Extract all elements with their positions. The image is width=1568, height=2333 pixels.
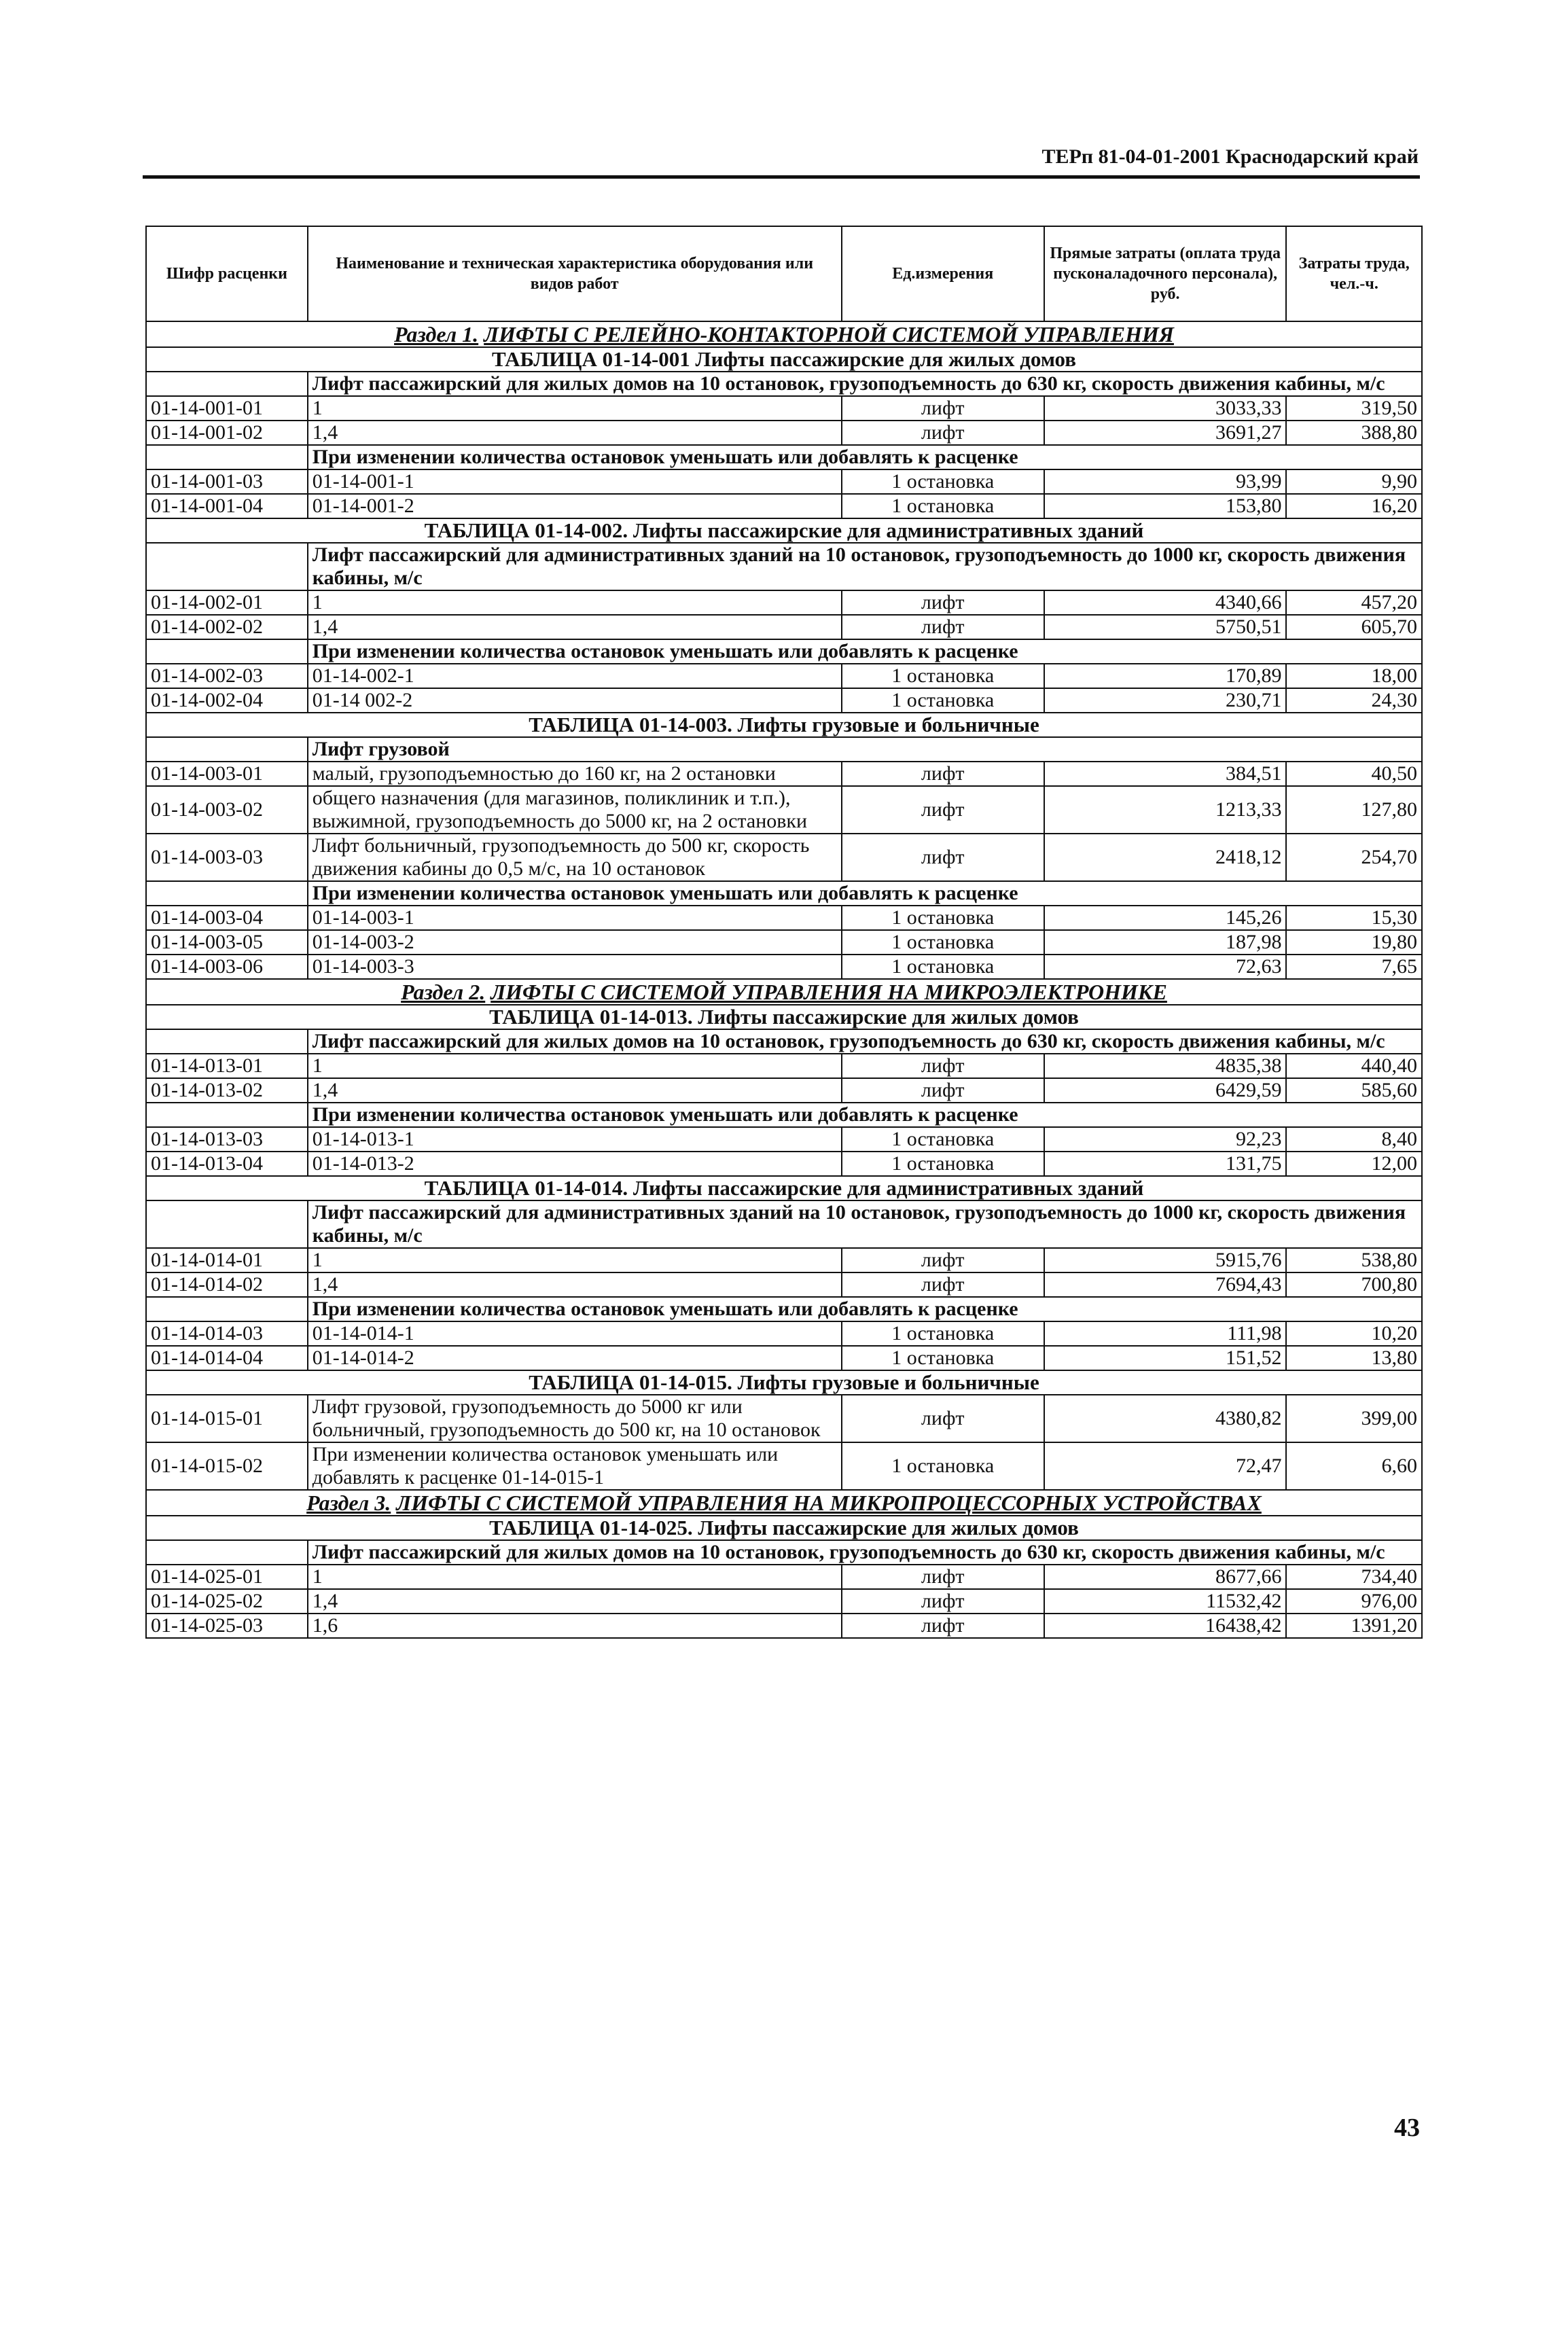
table-row <box>146 494 1422 518</box>
running-title: ТЕРп 81-04-01-2001 Краснодарский край <box>1041 145 1419 168</box>
rate-labor: 24,30 <box>1286 688 1422 713</box>
rate-name: 1 <box>308 396 842 421</box>
rate-labor: 13,80 <box>1286 1346 1422 1370</box>
table-title-row <box>146 713 1422 737</box>
rate-labor: 254,70 <box>1286 834 1422 881</box>
rate-labor: 457,20 <box>1286 590 1422 615</box>
rate-direct-cost: 145,26 <box>1044 906 1287 930</box>
group-heading: При изменении количества остановок уменьшать или добавлять к расценке <box>308 1103 1422 1127</box>
table-row <box>146 1272 1422 1297</box>
rate-unit: 1 остановка <box>842 1127 1044 1152</box>
group-heading-row <box>146 1540 1422 1565</box>
group-heading-row <box>146 372 1422 396</box>
table-row <box>146 396 1422 421</box>
rate-labor: 12,00 <box>1286 1152 1422 1176</box>
group-heading: При изменении количества остановок уменьшать или добавлять к расценке <box>308 1297 1422 1321</box>
section-label: Раздел 2. <box>401 980 486 1004</box>
table-title-row <box>146 1516 1422 1540</box>
rate-labor: 8,40 <box>1286 1127 1422 1152</box>
rate-name: 01-14 002-2 <box>308 688 842 713</box>
group-heading: Лифт пассажирский для административных зданий на 10 остановок, грузоподъемность до 1000 кг, скорость движения кабины, м/с <box>308 543 1422 590</box>
table-title-row <box>146 1005 1422 1029</box>
rate-labor: 7,65 <box>1286 955 1422 979</box>
group-heading: Лифт пассажирский для жилых домов на 10 остановок, грузоподъемность до 630 кг, скорость движения кабины, м/с <box>308 1540 1422 1565</box>
rate-labor: 399,00 <box>1286 1395 1422 1442</box>
table-row <box>146 469 1422 494</box>
section-heading <box>146 1490 1422 1516</box>
table-row <box>146 590 1422 615</box>
table-title: ТАБЛИЦА 01-14-003. Лифты грузовые и больничные <box>146 713 1422 737</box>
section-label: Раздел 3. <box>306 1491 391 1515</box>
rate-direct-cost: 4340,66 <box>1044 590 1287 615</box>
group-heading-row <box>146 543 1422 590</box>
group-heading: Лифт пассажирский для жилых домов на 10 остановок, грузоподъемность до 630 кг, скорость движения кабины, м/с <box>308 1029 1422 1054</box>
table-title: ТАБЛИЦА 01-14-015. Лифты грузовые и больничные <box>146 1370 1422 1395</box>
group-heading-row <box>146 1200 1422 1248</box>
rate-code: 01-14-003-01 <box>146 762 308 786</box>
table-row <box>146 1321 1422 1346</box>
rate-unit: лифт <box>842 1248 1044 1272</box>
table-row <box>146 664 1422 688</box>
rate-direct-cost: 5750,51 <box>1044 615 1287 639</box>
group-heading-row <box>146 639 1422 664</box>
rate-direct-cost: 3691,27 <box>1044 421 1287 445</box>
rate-direct-cost: 4835,38 <box>1044 1054 1287 1078</box>
rate-code: 01-14-013-01 <box>146 1054 308 1078</box>
col-unit-header: Ед.измерения <box>842 226 1044 321</box>
rate-direct-cost: 11532,42 <box>1044 1589 1287 1614</box>
rate-code: 01-14-002-04 <box>146 688 308 713</box>
rate-unit: 1 остановка <box>842 664 1044 688</box>
rate-unit: 1 остановка <box>842 930 1044 955</box>
table-row <box>146 906 1422 930</box>
rate-labor: 9,90 <box>1286 469 1422 494</box>
rate-code: 01-14-003-06 <box>146 955 308 979</box>
rate-direct-cost: 7694,43 <box>1044 1272 1287 1297</box>
rate-unit: 1 остановка <box>842 906 1044 930</box>
rate-labor: 10,20 <box>1286 1321 1422 1346</box>
col-cost-header: Прямые затраты (оплата труда пусконаладочного персонала), руб. <box>1044 226 1287 321</box>
rate-code: 01-14-025-01 <box>146 1565 308 1589</box>
rate-code: 01-14-002-03 <box>146 664 308 688</box>
table-title: ТАБЛИЦА 01-14-025. Лифты пассажирские для жилых домов <box>146 1516 1422 1540</box>
rate-name: 01-14-003-2 <box>308 930 842 955</box>
table-row <box>146 1565 1422 1589</box>
rate-labor: 538,80 <box>1286 1248 1422 1272</box>
table-title: ТАБЛИЦА 01-14-013. Лифты пассажирские для жилых домов <box>146 1005 1422 1029</box>
rate-code: 01-14-002-02 <box>146 615 308 639</box>
rate-unit: 1 остановка <box>842 955 1044 979</box>
group-code-empty <box>146 372 308 396</box>
rate-unit: лифт <box>842 1078 1044 1103</box>
rate-name: 1 <box>308 1248 842 1272</box>
rate-name: 1 <box>308 1565 842 1589</box>
rate-code: 01-14-001-01 <box>146 396 308 421</box>
table-row <box>146 1078 1422 1103</box>
rate-unit: 1 остановка <box>842 1152 1044 1176</box>
page-number: 43 <box>1394 2114 1420 2142</box>
rate-name: 01-14-014-1 <box>308 1321 842 1346</box>
rate-unit: лифт <box>842 1395 1044 1442</box>
rate-labor: 1391,20 <box>1286 1614 1422 1638</box>
table-row <box>146 688 1422 713</box>
rate-direct-cost: 93,99 <box>1044 469 1287 494</box>
table-row <box>146 955 1422 979</box>
col-code-header: Шифр расценки <box>146 226 308 321</box>
rate-direct-cost: 384,51 <box>1044 762 1287 786</box>
table-title-row <box>146 1176 1422 1200</box>
group-heading-row <box>146 1029 1422 1054</box>
rate-name: Лифт грузовой, грузоподъемность до 5000 кг или больничный, грузоподъемность до 500 кг, на 10 остановок <box>308 1395 842 1442</box>
section-label: Раздел 1. <box>394 322 479 346</box>
column-header-row <box>146 226 1422 321</box>
rate-direct-cost: 151,52 <box>1044 1346 1287 1370</box>
rate-name: 1 <box>308 590 842 615</box>
rate-unit: лифт <box>842 762 1044 786</box>
rate-unit: лифт <box>842 1272 1044 1297</box>
section-title: ЛИФТЫ С РЕЛЕЙНО-КОНТАКТОРНОЙ СИСТЕМОЙ УПРАВЛЕНИЯ <box>484 322 1174 346</box>
table-row <box>146 421 1422 445</box>
group-code-empty <box>146 543 308 590</box>
section-heading-row <box>146 1490 1422 1516</box>
table-title-row <box>146 1370 1422 1395</box>
table-row <box>146 615 1422 639</box>
rate-unit: лифт <box>842 1054 1044 1078</box>
col-name-header: Наименование и техническая характеристика оборудования или видов работ <box>308 226 842 321</box>
rate-unit: 1 остановка <box>842 494 1044 518</box>
rate-unit: 1 остановка <box>842 1321 1044 1346</box>
table-row <box>146 1054 1422 1078</box>
section-title: ЛИФТЫ С СИСТЕМОЙ УПРАВЛЕНИЯ НА МИКРОПРОЦЕССОРНЫХ УСТРОЙСТВАХ <box>396 1491 1262 1515</box>
rate-direct-cost: 111,98 <box>1044 1321 1287 1346</box>
rate-direct-cost: 6429,59 <box>1044 1078 1287 1103</box>
rate-name: При изменении количества остановок уменьшать или добавлять к расценке 01-14-015-1 <box>308 1442 842 1490</box>
group-heading-row <box>146 445 1422 469</box>
group-heading-row <box>146 737 1422 762</box>
rate-unit: лифт <box>842 590 1044 615</box>
rate-direct-cost: 5915,76 <box>1044 1248 1287 1272</box>
group-code-empty <box>146 1103 308 1127</box>
section-title: ЛИФТЫ С СИСТЕМОЙ УПРАВЛЕНИЯ НА МИКРОЭЛЕКТРОНИКЕ <box>491 980 1167 1004</box>
rate-unit: 1 остановка <box>842 1346 1044 1370</box>
rate-name: общего назначения (для магазинов, поликлиник и т.п.), выжимной, грузоподъемность до 5000 кг, на 2 остановки <box>308 786 842 834</box>
rate-code: 01-14-002-01 <box>146 590 308 615</box>
rate-unit: лифт <box>842 786 1044 834</box>
rate-labor: 127,80 <box>1286 786 1422 834</box>
rate-name: 01-14-002-1 <box>308 664 842 688</box>
rate-name: 1,4 <box>308 1272 842 1297</box>
table-row <box>146 1614 1422 1638</box>
section-heading <box>146 979 1422 1005</box>
table-row <box>146 1442 1422 1490</box>
rate-direct-cost: 170,89 <box>1044 664 1287 688</box>
rate-code: 01-14-014-01 <box>146 1248 308 1272</box>
rate-name: 1,4 <box>308 1078 842 1103</box>
rate-code: 01-14-015-01 <box>146 1395 308 1442</box>
rate-labor: 15,30 <box>1286 906 1422 930</box>
rate-name: 01-14-003-1 <box>308 906 842 930</box>
rate-unit: 1 остановка <box>842 688 1044 713</box>
group-heading: При изменении количества остановок уменьшать или добавлять к расценке <box>308 445 1422 469</box>
rate-labor: 319,50 <box>1286 396 1422 421</box>
rate-labor: 440,40 <box>1286 1054 1422 1078</box>
group-code-empty <box>146 1200 308 1248</box>
table-row <box>146 1127 1422 1152</box>
rate-direct-cost: 230,71 <box>1044 688 1287 713</box>
rate-labor: 976,00 <box>1286 1589 1422 1614</box>
rate-code: 01-14-001-03 <box>146 469 308 494</box>
rate-direct-cost: 16438,42 <box>1044 1614 1287 1638</box>
rate-code: 01-14-013-03 <box>146 1127 308 1152</box>
rate-direct-cost: 8677,66 <box>1044 1565 1287 1589</box>
rate-code: 01-14-003-03 <box>146 834 308 881</box>
rate-unit: лифт <box>842 615 1044 639</box>
rate-labor: 19,80 <box>1286 930 1422 955</box>
table-title: ТАБЛИЦА 01-14-001 Лифты пассажирские для жилых домов <box>146 347 1422 372</box>
group-heading: При изменении количества остановок уменьшать или добавлять к расценке <box>308 639 1422 664</box>
col-labor-header: Затраты труда, чел.-ч. <box>1286 226 1422 321</box>
rate-code: 01-14-013-02 <box>146 1078 308 1103</box>
rate-labor: 700,80 <box>1286 1272 1422 1297</box>
table-row <box>146 1589 1422 1614</box>
rate-unit: лифт <box>842 396 1044 421</box>
section-heading <box>146 321 1422 347</box>
rate-labor: 18,00 <box>1286 664 1422 688</box>
rate-name: 1 <box>308 1054 842 1078</box>
rate-labor: 16,20 <box>1286 494 1422 518</box>
rate-unit: лифт <box>842 1614 1044 1638</box>
table-row <box>146 834 1422 881</box>
rate-code: 01-14-014-03 <box>146 1321 308 1346</box>
section-heading-row <box>146 321 1422 347</box>
rate-code: 01-14-025-02 <box>146 1589 308 1614</box>
rate-direct-cost: 72,63 <box>1044 955 1287 979</box>
rate-name: 01-14-001-1 <box>308 469 842 494</box>
rate-code: 01-14-013-04 <box>146 1152 308 1176</box>
group-heading: Лифт грузовой <box>308 737 1422 762</box>
rate-direct-cost: 2418,12 <box>1044 834 1287 881</box>
rate-labor: 6,60 <box>1286 1442 1422 1490</box>
header-rule <box>143 175 1420 179</box>
rate-direct-cost: 4380,82 <box>1044 1395 1287 1442</box>
table-title-row <box>146 518 1422 543</box>
rates-table <box>145 226 1423 1639</box>
section-heading-row <box>146 979 1422 1005</box>
rate-code: 01-14-003-05 <box>146 930 308 955</box>
rate-direct-cost: 1213,33 <box>1044 786 1287 834</box>
rate-name: 1,4 <box>308 1589 842 1614</box>
rate-code: 01-14-025-03 <box>146 1614 308 1638</box>
group-code-empty <box>146 1029 308 1054</box>
group-heading: При изменении количества остановок уменьшать или добавлять к расценке <box>308 881 1422 906</box>
group-code-empty <box>146 737 308 762</box>
group-heading-row <box>146 1297 1422 1321</box>
rate-unit: лифт <box>842 421 1044 445</box>
group-heading-row <box>146 1103 1422 1127</box>
rate-labor: 605,70 <box>1286 615 1422 639</box>
rate-code: 01-14-001-04 <box>146 494 308 518</box>
table-title: ТАБЛИЦА 01-14-002. Лифты пассажирские для административных зданий <box>146 518 1422 543</box>
group-heading: Лифт пассажирский для жилых домов на 10 остановок, грузоподъемность до 630 кг, скорость движения кабины, м/с <box>308 372 1422 396</box>
rate-labor: 40,50 <box>1286 762 1422 786</box>
rate-code: 01-14-014-02 <box>146 1272 308 1297</box>
rate-name: 01-14-003-3 <box>308 955 842 979</box>
table-row <box>146 1395 1422 1442</box>
rate-name: Лифт больничный, грузоподъемность до 500 кг, скорость движения кабины до 0,5 м/с, на 10 остановок <box>308 834 842 881</box>
table-body <box>146 321 1422 1638</box>
group-code-empty <box>146 445 308 469</box>
rate-labor: 585,60 <box>1286 1078 1422 1103</box>
rate-direct-cost: 187,98 <box>1044 930 1287 955</box>
table-row <box>146 762 1422 786</box>
group-heading: Лифт пассажирский для административных зданий на 10 остановок, грузоподъемность до 1000 кг, скорость движения кабины, м/с <box>308 1200 1422 1248</box>
rate-name: 01-14-014-2 <box>308 1346 842 1370</box>
rate-direct-cost: 72,47 <box>1044 1442 1287 1490</box>
rate-name: 1,4 <box>308 421 842 445</box>
group-code-empty <box>146 639 308 664</box>
rate-direct-cost: 131,75 <box>1044 1152 1287 1176</box>
rate-name: 01-14-013-1 <box>308 1127 842 1152</box>
table-row <box>146 1152 1422 1176</box>
rate-code: 01-14-014-04 <box>146 1346 308 1370</box>
rate-name: 1,6 <box>308 1614 842 1638</box>
table-title-row <box>146 347 1422 372</box>
rate-name: малый, грузоподъемностью до 160 кг, на 2 остановки <box>308 762 842 786</box>
rate-direct-cost: 153,80 <box>1044 494 1287 518</box>
rate-unit: лифт <box>842 1589 1044 1614</box>
rate-code: 01-14-015-02 <box>146 1442 308 1490</box>
rate-code: 01-14-003-02 <box>146 786 308 834</box>
group-heading-row <box>146 881 1422 906</box>
table-row <box>146 786 1422 834</box>
rate-unit: 1 остановка <box>842 1442 1044 1490</box>
rate-name: 1,4 <box>308 615 842 639</box>
rate-unit: лифт <box>842 1565 1044 1589</box>
rate-labor: 388,80 <box>1286 421 1422 445</box>
group-code-empty <box>146 881 308 906</box>
rate-name: 01-14-013-2 <box>308 1152 842 1176</box>
rate-code: 01-14-003-04 <box>146 906 308 930</box>
rate-code: 01-14-001-02 <box>146 421 308 445</box>
group-code-empty <box>146 1297 308 1321</box>
table-row <box>146 930 1422 955</box>
table-title: ТАБЛИЦА 01-14-014. Лифты пассажирские для административных зданий <box>146 1176 1422 1200</box>
group-code-empty <box>146 1540 308 1565</box>
rate-name: 01-14-001-2 <box>308 494 842 518</box>
table-row <box>146 1248 1422 1272</box>
rate-unit: 1 остановка <box>842 469 1044 494</box>
table-row <box>146 1346 1422 1370</box>
rate-unit: лифт <box>842 834 1044 881</box>
rate-direct-cost: 3033,33 <box>1044 396 1287 421</box>
rate-direct-cost: 92,23 <box>1044 1127 1287 1152</box>
rate-labor: 734,40 <box>1286 1565 1422 1589</box>
